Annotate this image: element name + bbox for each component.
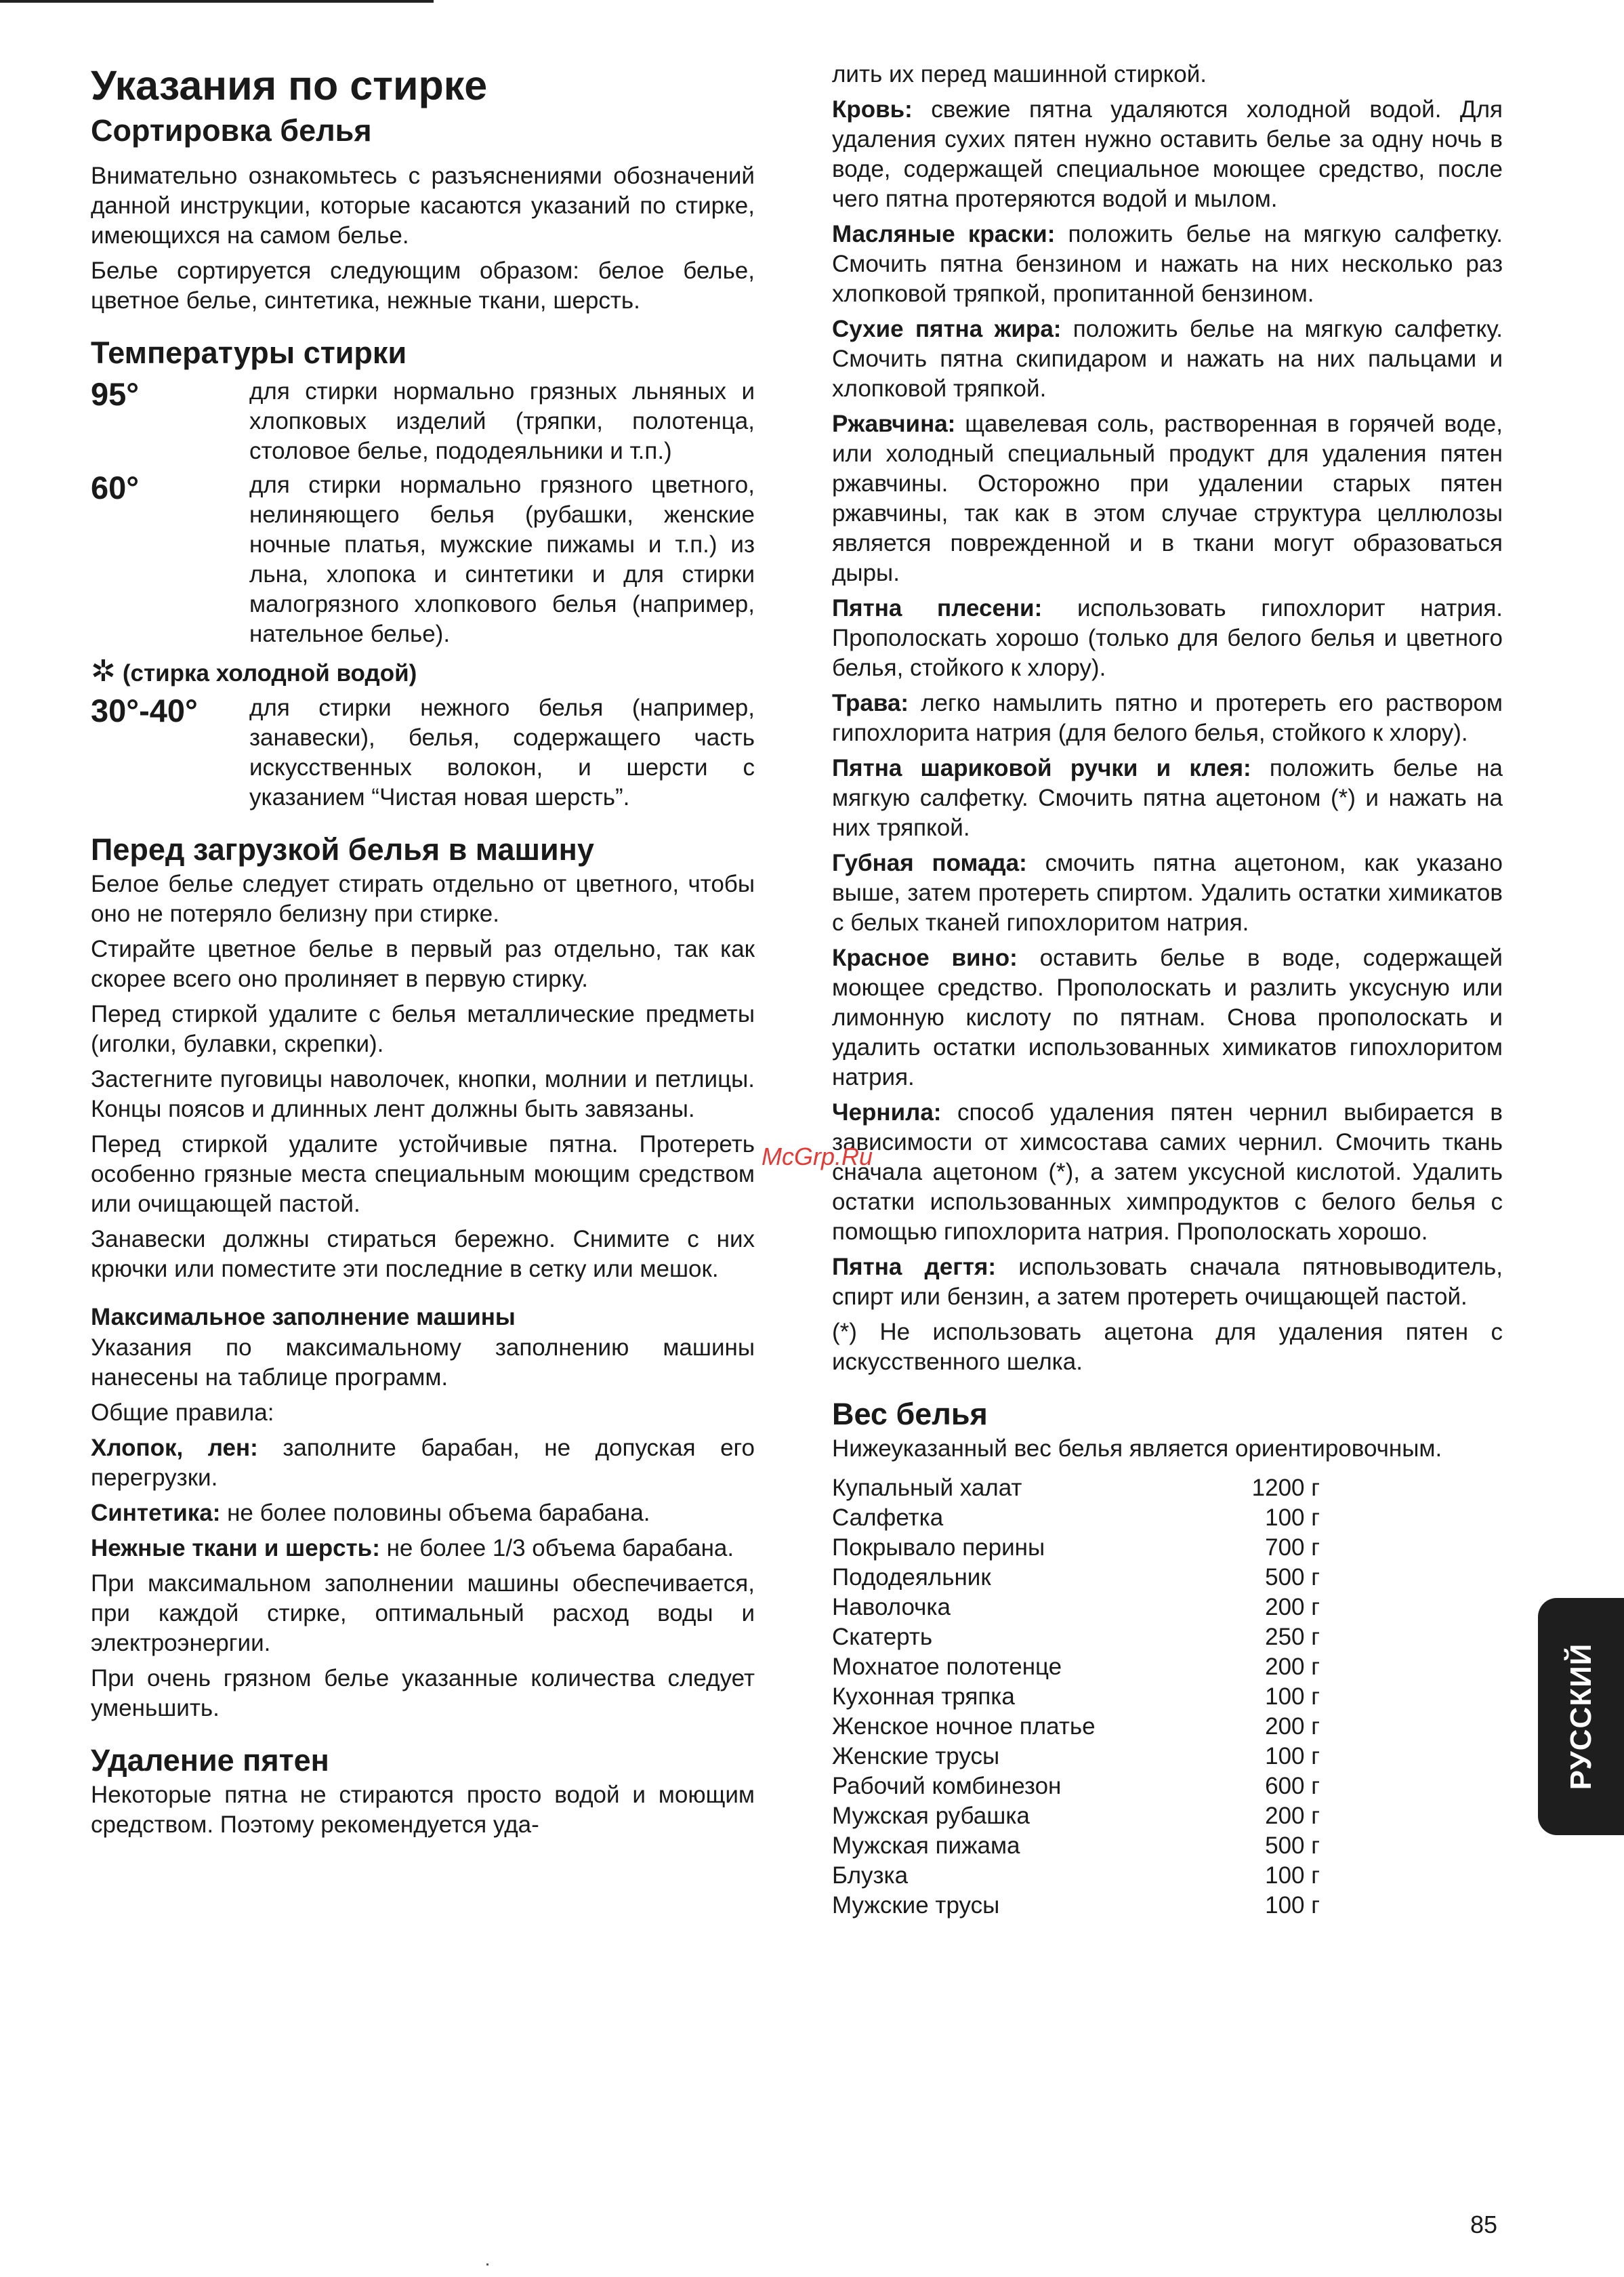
weight-item: Рабочий комбинезон [832, 1773, 1062, 1799]
weight-item: Кухонная тряпка [832, 1683, 1015, 1710]
stain-item [832, 95, 1503, 214]
maxload-cotton [91, 1433, 755, 1493]
weight-value: 500 г [1265, 1832, 1320, 1859]
before-paragraph-2: Стирайте цветное белье в первый раз отдельно, так как скорее всего оно пролиняет в первую стирку. [91, 936, 755, 992]
stain-list [832, 95, 1503, 1312]
stain-item [832, 1252, 1503, 1312]
stains-footnote: (*) Не использовать ацетона для удаления пятен с искусственного шелка. [832, 1319, 1503, 1375]
weight-item: Женское ночное платье [832, 1713, 1096, 1740]
weight-item: Мужские трусы [832, 1892, 1000, 1919]
before-heading: Перед загрузкой белья в машину [91, 832, 594, 867]
page-title: Указания по стирке [91, 62, 488, 108]
stain-label: Масляные краски: [832, 221, 1056, 247]
sorting-heading: Сортировка белья [91, 113, 372, 148]
weight-value: 100 г [1265, 1743, 1320, 1769]
weight-value: 700 г [1265, 1534, 1320, 1561]
stain-label: Чернила: [832, 1099, 942, 1126]
maxload-heading: Максимальное заполнение машины [91, 1304, 516, 1330]
weight-value: 200 г [1265, 1654, 1320, 1680]
weight-row [832, 1533, 1320, 1563]
weight-value: 250 г [1265, 1624, 1320, 1650]
weight-item: Покрывало перины [832, 1534, 1045, 1561]
stain-text: способ удаления пятен чернил выбирается в зависимости от химсостава самих чернил. Смочить ткань сначала ацетоном (*), а затем уксусной кислотой. Удалить остатки использованных химпродуктов с белого белья с помощью гипохлорита натрия. Прополоскать хорошо. [832, 1099, 1503, 1245]
weight-value: 200 г [1265, 1594, 1320, 1620]
stain-text: положить белье на мягкую салфетку. Смочить пятна ацетоном (*) и нажать на них тряпкой. [832, 755, 1503, 841]
weight-value: 200 г [1265, 1713, 1320, 1740]
temp-60-row [91, 470, 755, 649]
stains-intro: Некоторые пятна не стираются просто водой и моющим средством. Поэтому рекомендуется уда- [91, 1782, 755, 1838]
weight-item: Мужская пижама [832, 1832, 1020, 1859]
weight-row [832, 1771, 1320, 1801]
weight-row [832, 1593, 1320, 1622]
weight-value: 1200 г [1251, 1475, 1320, 1501]
stain-text: смочить пятна ацетоном, как указано выше, затем протереть спиртом. Удалить остатки химикатов с белых тканей гипохлоритом натрия. [832, 850, 1503, 936]
stain-text: использовать гипохлорит натрия. Прополоскать хорошо (только для белого белья и цветного белья, стойкого к хлору). [832, 595, 1503, 681]
weight-item: Пододеяльник [832, 1564, 991, 1591]
stain-text: оставить белье в воде, содержащей моющее средство. Прополоскать и разлить уксусную или лимонную кислоту по пятнам. Снова прополоскать и удалить остатки использованных химикатов гипохлоритом натрия. [832, 945, 1503, 1090]
temp-95-text: для стирки нормально грязных льняных и хлопковых изделий (тряпки, полотенца, столовое белье, пододеяльники и т.п.) [249, 378, 755, 464]
stain-label: Кровь: [832, 96, 913, 123]
stains-heading: Удаление пятен [91, 1743, 329, 1778]
weight-item: Женские трусы [832, 1743, 1000, 1769]
stain-label: Сухие пятна жира: [832, 316, 1062, 342]
language-tab-label: РУССКИЙ [1564, 1643, 1598, 1790]
cold-water-icon: ✲ [91, 655, 116, 688]
stain-item [832, 409, 1503, 588]
before-paragraph-4: Застегните пуговицы наволочек, кнопки, молнии и петлицы. Концы поясов и длинных лент должны быть завязаны. [91, 1066, 755, 1122]
stain-item [832, 1098, 1503, 1247]
weight-row [832, 1891, 1320, 1921]
weight-heading: Вес белья [832, 1397, 988, 1431]
temps-heading: Температуры стирки [91, 335, 407, 370]
maxload-delicate-label: Нежные ткани и шерсть: [91, 1535, 380, 1561]
stain-item [832, 689, 1503, 748]
stain-text: использовать сначала пятновыводитель, спирт или бензин, а затем протереть очищающей пастой. [832, 1254, 1503, 1310]
stain-label: Трава: [832, 690, 909, 716]
sorting-paragraph-1: Внимательно ознакомьтесь с разъяснениями обозначений данной инструкции, которые касаются указаний по стирке, имеющихся на самом белье. [91, 163, 755, 249]
weight-row [832, 1682, 1320, 1712]
weight-value: 200 г [1265, 1803, 1320, 1829]
stain-text: положить белье на мягкую салфетку. Смочить пятна скипидаром и нажать на них пальцами и хлопковой тряпкой. [832, 316, 1503, 402]
stain-item [832, 594, 1503, 683]
weight-item: Блузка [832, 1862, 909, 1889]
weight-row [832, 1801, 1320, 1831]
stain-item [832, 943, 1503, 1092]
weight-row [832, 1503, 1320, 1533]
weight-value: 100 г [1265, 1892, 1320, 1919]
page-number: 85 [1470, 2211, 1498, 2238]
temp-30-40-row [91, 693, 755, 813]
stain-text: свежие пятна удаляются холодной водой. Для удаления сухих пятен нужно оставить белье за одну ночь в воде, содержащей специальное моющее средство, после чего пятна протеряются водой и мылом. [832, 96, 1503, 212]
stain-label: Пятна шариковой ручки и клея: [832, 755, 1251, 781]
weight-item: Купальный халат [832, 1475, 1022, 1501]
top-rule [0, 0, 434, 3]
stains-intro-continued: лить их перед машинной стиркой. [832, 61, 1207, 87]
right-column [832, 60, 1503, 1921]
weight-value: 500 г [1265, 1564, 1320, 1591]
stain-text: положить белье на мягкую салфетку. Смочить пятна бензином и нажать на них несколько раз хлопковой тряпкой, пропитанной бензином. [832, 221, 1503, 307]
maxload-synth-label: Синтетика: [91, 1500, 221, 1526]
weight-row [832, 1563, 1320, 1593]
stain-label: Пятна дегтя: [832, 1254, 996, 1280]
temp-60-label: 60° [91, 470, 140, 506]
stain-item [832, 314, 1503, 404]
left-column [91, 60, 755, 1845]
weight-row [832, 1652, 1320, 1682]
weight-value: 600 г [1265, 1773, 1320, 1799]
temp-30-40-text: для стирки нежного белья (например, занавески), белья, содержащего часть искусственных волокон, и шерсти с указанием “Чистая новая шерсть”. [249, 695, 755, 811]
temp-30-40-label: 30°-40° [91, 693, 198, 729]
stain-item [832, 754, 1503, 843]
before-paragraph-1: Белое белье следует стирать отдельно от цветного, чтобы оно не потеряло белизну при стирке. [91, 871, 755, 927]
maxload-paragraph-1: Указания по максимальному заполнению машины нанесены на таблице программ. [91, 1334, 755, 1391]
stain-label: Красное вино: [832, 945, 1018, 971]
cold-wash-line [91, 656, 755, 689]
weight-value: 100 г [1265, 1862, 1320, 1889]
weight-row [832, 1831, 1320, 1861]
weight-value: 100 г [1265, 1683, 1320, 1710]
before-paragraph-3: Перед стиркой удалите с белья металлические предметы (иголки, булавки, скрепки). [91, 1001, 755, 1057]
stain-item [832, 848, 1503, 938]
stain-text: легко намылить пятно и протереть его раствором гипохлорита натрия (для белого белья, стойкого к хлору). [832, 690, 1503, 746]
maxload-cotton-text: заполните барабан, не допуская его перегрузки. [91, 1435, 755, 1491]
weight-table [832, 1473, 1320, 1921]
sorting-paragraph-2: Белье сортируется следующим образом: белое белье, цветное белье, синтетика, нежные ткани, шерсть. [91, 258, 755, 314]
weight-row [832, 1742, 1320, 1771]
watermark: McGrp.Ru [762, 1143, 873, 1170]
maxload-delicate-text: не более 1/3 объема барабана. [379, 1535, 734, 1561]
maxload-paragraph-2: Общие правила: [91, 1399, 274, 1426]
weight-item: Наволочка [832, 1594, 951, 1620]
weight-item: Мужская рубашка [832, 1803, 1030, 1829]
temp-95-row [91, 377, 755, 466]
weight-row [832, 1473, 1320, 1503]
stain-label: Губная помада: [832, 850, 1027, 876]
maxload-synthetics [91, 1498, 755, 1528]
cold-wash-label: (стирка холодной водой) [122, 660, 417, 686]
language-tab [1538, 1598, 1624, 1835]
maxload-delicate [91, 1534, 755, 1563]
weight-row [832, 1712, 1320, 1742]
stain-text: щавелевая соль, растворенная в горячей воде, или холодный специальный продукт для удаления пятен ржавчины. Осторожно при удалении старых пятен ржавчины, так как в этом случае структура целлюлозы является поврежденной и в ткани могут образоваться дыры. [832, 411, 1503, 586]
weight-item: Скатерть [832, 1624, 933, 1650]
weight-item: Салфетка [832, 1504, 944, 1531]
before-paragraph-6: Занавески должны стираться бережно. Снимите с них крючки или поместите эти последние в сетку или мешок. [91, 1226, 755, 1282]
before-paragraph-5: Перед стиркой удалите устойчивые пятна. Протереть особенно грязные места специальным моющим средством или очищающей пастой. [91, 1131, 755, 1217]
maxload-synth-text: не более половины объема барабана. [220, 1500, 650, 1526]
stain-item [832, 220, 1503, 309]
weight-item: Мохнатое полотенце [832, 1654, 1062, 1680]
maxload-cotton-label: Хлопок, лен: [91, 1435, 258, 1461]
weight-row [832, 1622, 1320, 1652]
weight-value: 100 г [1265, 1504, 1320, 1531]
maxload-paragraph-4: При очень грязном белье указанные количества следует уменьшить. [91, 1665, 755, 1721]
scan-dot [486, 2263, 488, 2265]
weight-intro: Нижеуказанный вес белья является ориентировочным. [832, 1435, 1442, 1462]
maxload-paragraph-3: При максимальном заполнении машины обеспечивается, при каждой стирке, оптимальный расход воды и электроэнергии. [91, 1570, 755, 1656]
stain-label: Ржавчина: [832, 411, 956, 437]
stain-label: Пятна плесени: [832, 595, 1043, 621]
temp-95-label: 95° [91, 376, 140, 412]
weight-row [832, 1861, 1320, 1891]
temp-60-text: для стирки нормально грязного цветного, нелиняющего белья (рубашки, женские ночные платья, мужские пижамы и т.п.) из льна, хлопока и синтетики и для стирки малогрязного хлопкового белья (например, нательное белье). [249, 472, 755, 647]
